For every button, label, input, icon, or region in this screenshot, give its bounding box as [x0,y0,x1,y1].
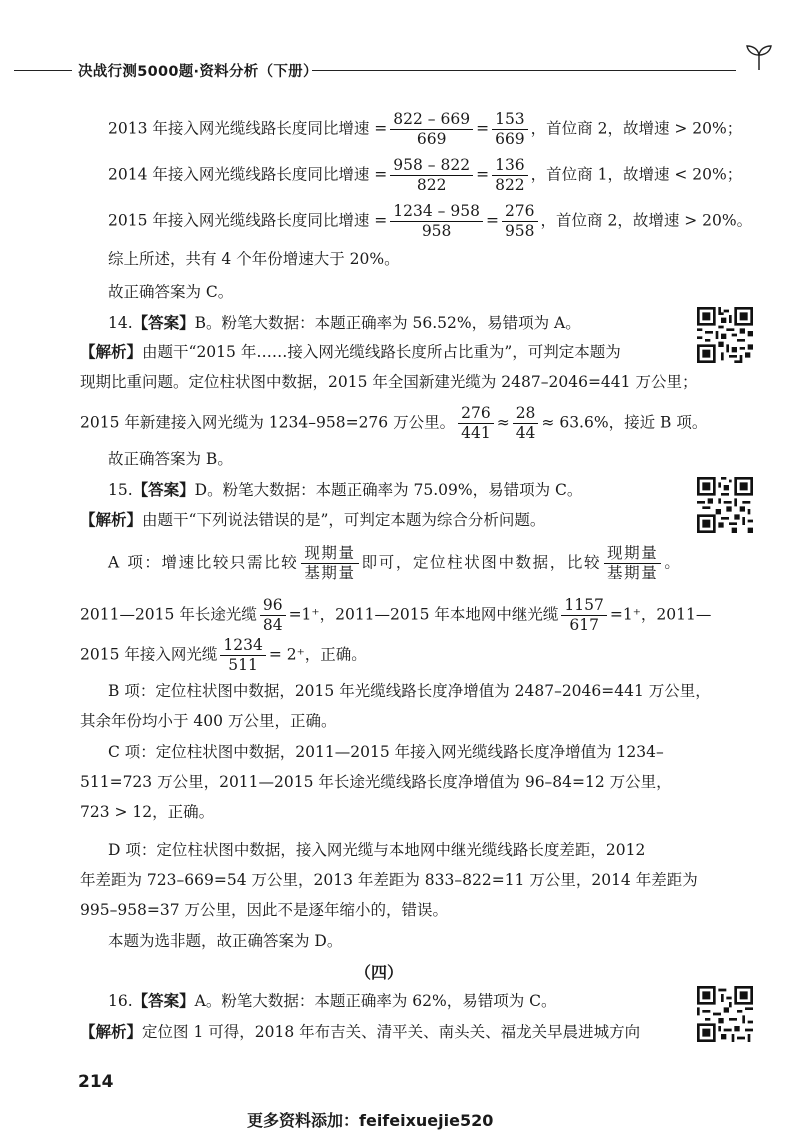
frac-num: 276 [502,202,538,222]
q16-jiexi-line1 [80,1021,640,1043]
q15-option-d-line3: 995–958=37 万公里，因此不是逐年缩小的，错误。 [80,901,449,919]
option-a3-text: 2015 年接入网光缆 [80,645,218,664]
fraction [390,202,483,241]
leaf-icon [744,42,774,72]
q15-option-d-line2: 年差距为 723–669=54 万公里，2013 年差距为 833–822=11 万公里，2014 年差距为 [80,871,698,889]
q15-conclusion: 本题为选非题，故正确答案为 D。 [108,932,343,950]
q14-analysis-1: 由题干“2015 年……接入网光缆线路长度所占比重为”，可判定本题为 [142,343,621,361]
frac-den: 617 [569,616,599,634]
frac-num: 136 [492,156,528,176]
answer-tag: 【答案】 [132,991,195,1010]
frac-num: 1157 [561,596,606,616]
q15-option-c-line2: 511=723 万公里，2011—2015 年长途光缆线路长度净增值为 96–84=12 万公里， [80,773,672,791]
calc-2013-conclusion: ，首位商 2，故增速 > 20%； [530,119,743,138]
frac-den: 511 [228,656,258,674]
fraction [301,544,358,583]
frac-den: 822 [495,176,525,194]
frac-num: 958 – 822 [390,156,473,176]
calc-2014: 2014 年接入网光缆线路长度同比增速 = $\frac{958 - 822}{822}$ = $\frac{136}{822}$ ，首位商 1，故增速 < 20%； [108,156,743,194]
q15-option-b-line2: 其余年份均小于 400 万公里，正确。 [80,712,337,730]
q15-option-c-line1: C 项：定位柱状图中数据，2011—2015 年接入网光缆线路长度净增值为 1234– [108,743,664,761]
running-header [14,58,780,84]
frac-num: 28 [513,404,539,424]
q14-jiexi-line1 [80,341,621,363]
section-heading: （四） [355,963,404,982]
q14-answer: B。粉笔大数据：本题正确率为 56.52%，易错项为 A。 [194,314,581,332]
option-a-end: 。 [664,553,682,572]
qr-code-icon[interactable] [697,986,753,1042]
q16-number: 16. [108,992,133,1010]
frac-den: 84 [262,616,283,634]
q14-analysis-3-end: ≈ 63.6%，接近 B 项。 [541,413,708,432]
fraction [390,110,473,149]
q15-option-a-line1 [108,544,681,583]
frac-den: 44 [515,424,536,442]
frac-num: 153 [492,110,528,130]
page-number: 214 [78,1072,114,1092]
answer-tag: 【答案】 [132,313,195,332]
fraction [260,596,286,635]
calc-2013-text: 2013 年接入网光缆线路长度同比增速 = [108,119,388,138]
q15-analysis-1: 由题干“下列说法错误的是”，可判定本题为综合分析问题。 [142,511,546,529]
calc-2014-conclusion: ，首位商 1，故增速 < 20%； [530,165,743,184]
option-a2-mid: =1⁺，2011—2015 年本地网中继光缆 [288,605,559,624]
frac-den: 441 [461,424,491,442]
frac-num: 1234 – 958 [390,202,483,222]
fraction [390,156,473,195]
q15-number: 15. [108,481,133,499]
q14-conclusion: 故正确答案为 B。 [108,450,233,468]
fraction [502,202,538,241]
option-a2-text: 2011—2015 年长途光缆 [80,605,257,624]
frac-num: 现期量 [604,544,661,564]
q15-option-a-line2 [80,596,711,635]
footer-note: 更多资料添加：feifeixuejie520 [247,1111,494,1130]
q16-answer-line [108,990,557,1012]
calc-2015-text: 2015 年接入网光缆线路长度同比增速 = [108,211,388,230]
q15-option-a-line3 [80,636,367,675]
qr-code-icon[interactable] [697,477,753,533]
analysis-tag: 【解析】 [80,510,143,529]
option-a2-end: =1⁺，2011— [609,605,712,624]
fraction [492,156,528,195]
frac-den: 822 [416,176,447,194]
q15-option-d-line1: D 项：定位柱状图中数据，接入网光缆与本地网中继光缆线路长度差距，2012 [108,841,646,859]
header-rule-left [14,70,72,71]
qr-code-icon[interactable] [697,307,753,363]
fraction [492,110,528,149]
calc-answer: 故正确答案为 C。 [108,283,234,301]
fraction [561,596,606,635]
calc-2014-text: 2014 年接入网光缆线路长度同比增速 = [108,165,388,184]
frac-num: 1234 [220,636,265,656]
option-a-text: A 项：增速比较只需比较 [108,553,299,572]
q14-analysis-3: 2015 年新建接入网光缆为 1234–958=276 万公里。 [80,413,456,432]
frac-num: 822 – 669 [390,110,473,130]
q14-jiexi-line3: 2015 年新建接入网光缆为 1234–958=276 万公里。 $\frac{276}{441}$ ≈ $\frac{28}{44}$ ≈ 63.6%，接近 B 项。 [80,404,708,442]
q15-jiexi-line1 [80,509,545,531]
q14-jiexi-line2: 现期比重问题。定位柱状图中数据，2015 年全国新建光缆为 2487–2046=441 万公里； [80,373,698,391]
calc-2015-conclusion: ，首位商 2，故增速 > 20%。 [540,211,753,230]
q15-option-b-line1: B 项：定位柱状图中数据，2015 年光缆线路长度净增值为 2487–2046=441 万公里， [108,682,711,700]
q15-answer-line [108,479,582,501]
fraction [458,404,494,443]
frac-num: 96 [260,596,286,616]
fraction [220,636,265,675]
frac-den: 958 [504,222,535,240]
option-a3-end: = 2⁺，正确。 [268,645,367,664]
frac-den: 基期量 [304,564,356,582]
q14-answer-line [108,312,581,334]
header-title: 决战行测5000题·资料分析（下册） [78,64,318,80]
answer-tag: 【答案】 [132,480,195,499]
q15-option-c-line3: 723 > 12，正确。 [80,803,215,821]
frac-num: 276 [458,404,494,424]
fraction [513,404,539,443]
q14-number: 14. [108,314,133,332]
frac-num: 现期量 [301,544,358,564]
frac-den: 669 [495,130,525,148]
option-a-mid: 即可，定位柱状图中数据，比较 [361,553,602,572]
q16-analysis-1: 定位图 1 可得，2018 年布吉关、清平关、南头关、福龙关早晨进城方向 [142,1023,641,1041]
fraction [604,544,661,583]
frac-den: 669 [416,130,447,148]
calc-2015: 2015 年接入网光缆线路长度同比增速 = $\frac{1234 - 958}{958}$ = $\frac{276}{958}$ ，首位商 2，故增速 > 20%。 [108,202,753,240]
frac-den: 958 [421,222,452,240]
analysis-tag: 【解析】 [80,342,143,361]
calc-2013: 2013 年接入网光缆线路长度同比增速 = $\frac{822 - 669}{669}$ = $\frac{153}{669}$ ，首位商 2，故增速 > 20%； [108,110,743,148]
analysis-tag: 【解析】 [80,1022,143,1041]
q15-answer: D。粉笔大数据：本题正确率为 75.09%，易错项为 C。 [194,481,583,499]
calc-summary: 综上所述，共有 4 个年份增速大于 20%。 [108,250,400,268]
frac-den: 基期量 [607,564,659,582]
q16-answer: A。粉笔大数据：本题正确率为 62%，易错项为 C。 [194,992,557,1010]
header-rule-right [312,70,736,71]
